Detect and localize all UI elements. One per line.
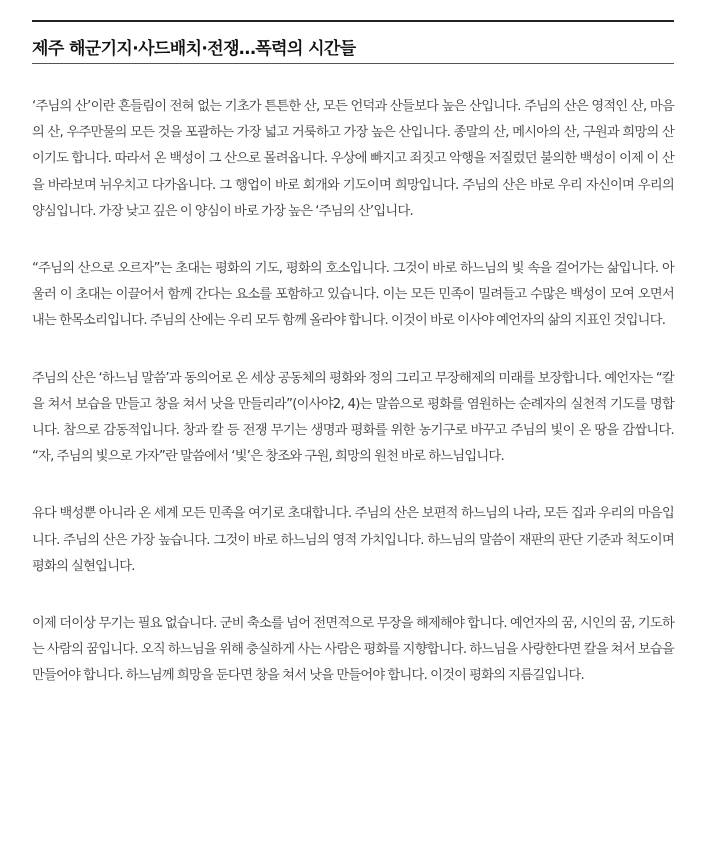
paragraph-1: ‘주님의 산’이란 흔들림이 전혀 없는 기초가 튼튼한 산, 모든 언덕과 산들보다 높은 산입니다. 주님의 산은 영적인 산, 마음의 산, 우주만물의 모든 것을 포괄하는 가장 넓고 거룩하고 가장 높은 산입니다. 종말의 산, 메시아의 산, 구원과 희망의 산이기도 합니다. 따라서 온 백성이 그 산으로 몰려옵니다. 우상에 빠지고 죄짓고 악행을 저질렀던 불의한 백성이 이제 이 산을 바라보며 뉘우치고 다가옵니다. 그 행업이 바로 회개와 기도이며 희망입니다. 주님의 산은 바로 우리 자신이며 우리의 양심입니다. 가장 낮고 깊은 이 양심이 바로 가장 높은 ‘주님의 산’입니다. (32, 99, 674, 219)
article-title: 제주 해군기지·사드배치·전쟁…폭력의 시간들 (32, 39, 356, 59)
title-bottom-rule (32, 63, 674, 64)
paragraph-4: 유다 백성뿐 아니라 온 세계 모든 민족을 여기로 초대합니다. 주님의 산은 보편적 하느님의 나라, 모든 집과 우리의 마음입니다. 주님의 산은 가장 높습니다. 그것이 바로 하느님의 영적 가치입니다. 하느님의 말씀이 재판의 판단 기준과 척도이며 평화의 실현입니다. (32, 506, 674, 574)
article-body (32, 94, 674, 690)
paragraph-5: 이제 더이상 무기는 필요 없습니다. 군비 축소를 넘어 전면적으로 무장을 해제해야 합니다. 예언자의 꿈, 시인의 꿈, 기도하는 사람의 꿈입니다. 오직 하느님을 위해 충실하게 사는 사람은 평화를 지향합니다. 하느님을 사랑한다면 칼을 쳐서 보습을 만들어야 합니다. 하느님께 희망을 둔다면 창을 쳐서 낫을 만들어야 합니다. 이것이 평화의 지름길입니다. (32, 616, 674, 684)
paragraph-2: “주님의 산으로 오르자”는 초대는 평화의 기도, 평화의 호소입니다. 그것이 바로 하느님의 빛 속을 걸어가는 삶입니다. 아울러 이 초대는 이끌어서 함께 간다는 요소를 포함하고 있습니다. 이는 모든 민족이 밀려들고 수많은 백성이 모여 오면서 내는 한목소리입니다. 주님의 산에는 우리 모두 함께 올라야 합니다. 이것이 바로 이사야 예언자의 삶의 지표인 것입니다. (32, 261, 674, 329)
paragraph-3: 주님의 산은 ‘하느님 말씀’과 동의어로 온 세상 공동체의 평화와 정의 그리고 무장해제의 미래를 보장합니다. 예언자는 “칼을 쳐서 보습을 만들고 창을 쳐서 낫을 만들리라”(이사야2, 4)는 말씀으로 평화를 염원하는 순례자의 실천적 기도를 명합니다. 참으로 감동적입니다. 창과 칼 등 전쟁 무기는 생명과 평화를 위한 농기구로 바꾸고 주님의 빛이 온 땅을 감쌉니다. “자, 주님의 빛으로 가자”란 말씀에서 ‘빛’은 창조와 구원, 희망의 원천 바로 하느님입니다. (32, 370, 674, 465)
article (32, 20, 674, 690)
